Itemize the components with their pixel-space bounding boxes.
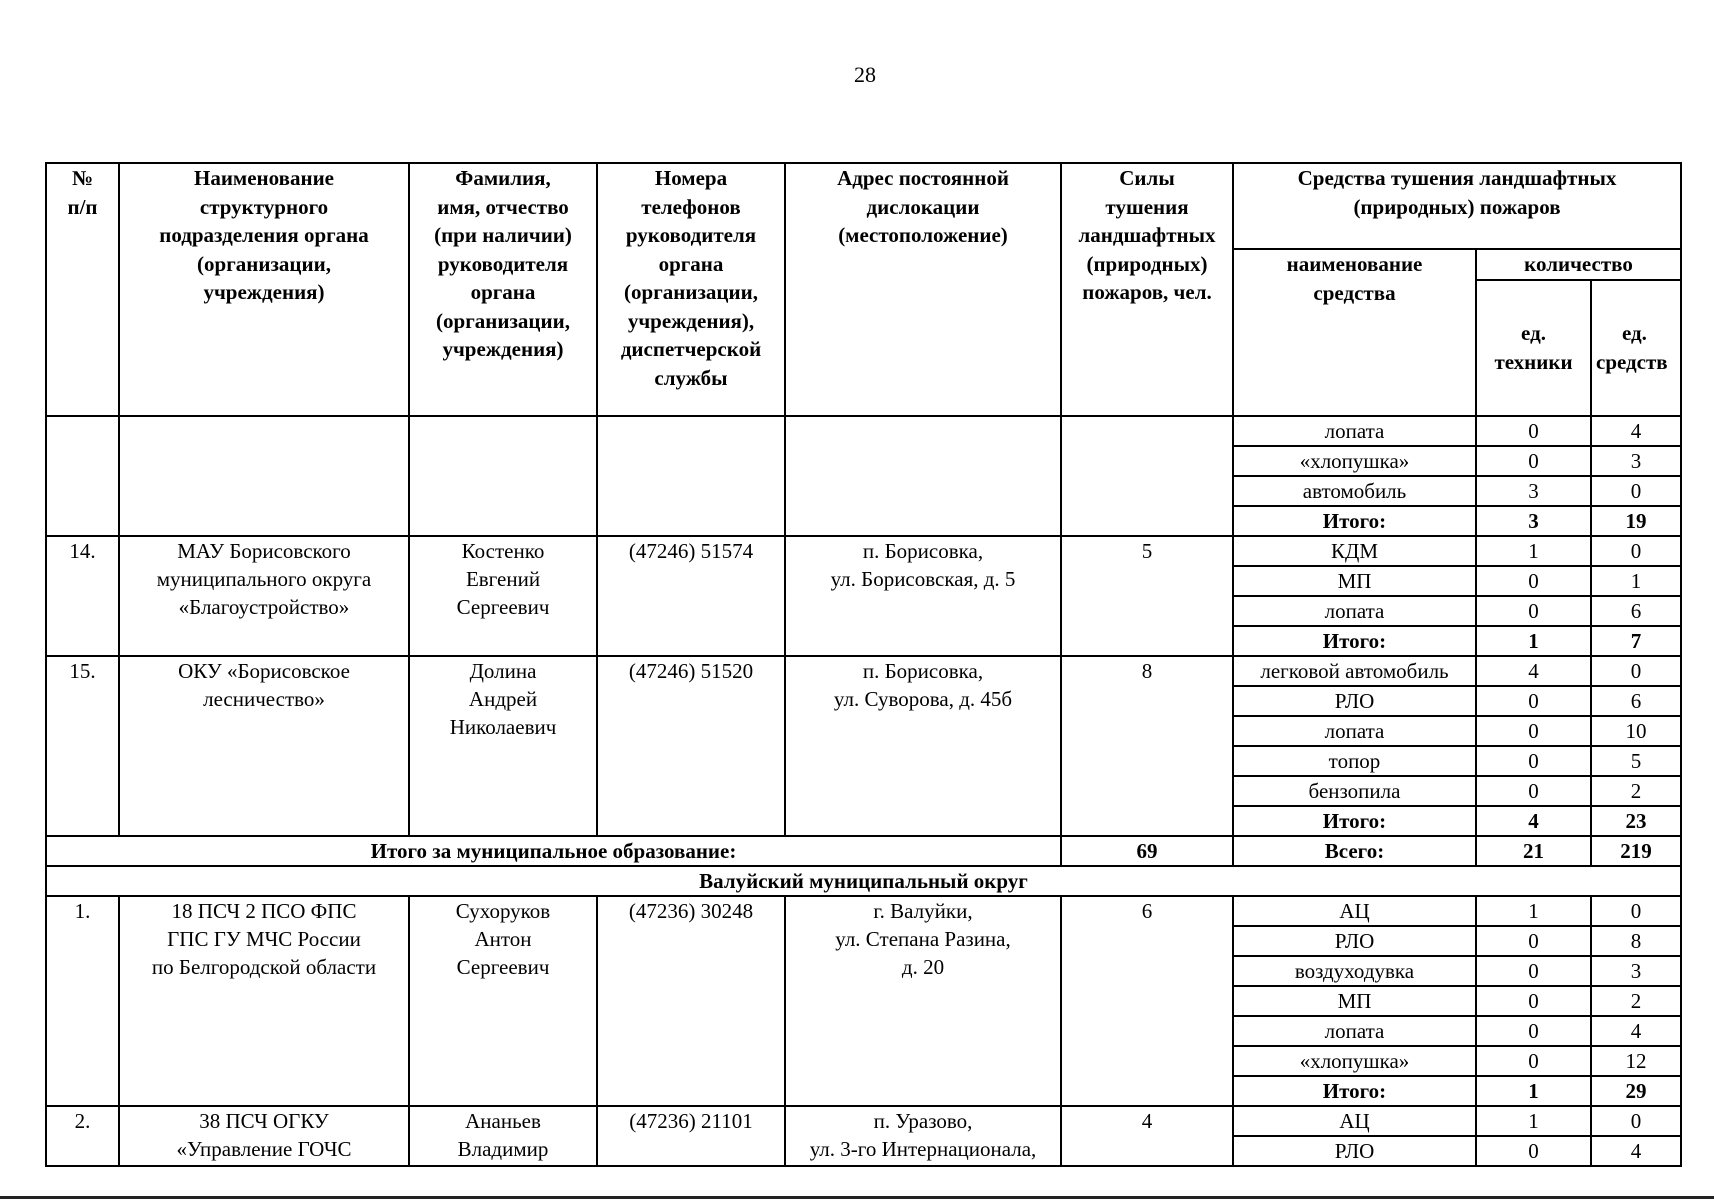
- org-phone: (47246) 51520: [597, 656, 785, 836]
- means-count: 8: [1591, 926, 1681, 956]
- means-total-count: 29: [1591, 1076, 1681, 1106]
- means-total-label: Итого:: [1233, 626, 1476, 656]
- table-row: [46, 656, 1681, 686]
- means-tech: 1: [1476, 1106, 1591, 1136]
- means-tech: 4: [1476, 656, 1591, 686]
- means-item: РЛО: [1233, 1136, 1476, 1166]
- cell-empty: [46, 416, 119, 536]
- means-tech: 0: [1476, 776, 1591, 806]
- municipal-total-means: 219: [1591, 836, 1681, 866]
- means-count: 2: [1591, 776, 1681, 806]
- district-title: Валуйский муниципальный округ: [46, 866, 1681, 896]
- means-count: 6: [1591, 596, 1681, 626]
- org-name: 18 ПСЧ 2 ПСО ФПС ГПС ГУ МЧС России по Белгородской области: [119, 896, 409, 1106]
- header-name: Наименование структурного подразделения органа (организации, учреждения): [119, 163, 409, 416]
- org-num: 1.: [46, 896, 119, 1106]
- scan-bottom-edge: [0, 1196, 1714, 1199]
- means-total-count: 7: [1591, 626, 1681, 656]
- means-tech: 0: [1476, 446, 1591, 476]
- municipal-total-tech: 21: [1476, 836, 1591, 866]
- org-forces: 5: [1061, 536, 1233, 656]
- header-units-tech: ед. техники: [1476, 280, 1591, 416]
- cell-empty: [597, 416, 785, 536]
- means-item: РЛО: [1233, 926, 1476, 956]
- means-count: 5: [1591, 746, 1681, 776]
- table-row: [46, 416, 1681, 446]
- means-item: МП: [1233, 566, 1476, 596]
- means-item: «хлопушка»: [1233, 1046, 1476, 1076]
- table-row: [46, 896, 1681, 926]
- means-tech: 0: [1476, 566, 1591, 596]
- means-item: АЦ: [1233, 1106, 1476, 1136]
- means-total-label: Итого:: [1233, 806, 1476, 836]
- means-count: 0: [1591, 476, 1681, 506]
- means-item: автомобиль: [1233, 476, 1476, 506]
- cell-empty: [409, 416, 597, 536]
- org-address: п. Уразово, ул. 3-го Интернационала,: [785, 1106, 1061, 1166]
- means-item: лопата: [1233, 716, 1476, 746]
- means-tech: 1: [1476, 896, 1591, 926]
- header-fio: Фамилия, имя, отчество (при наличии) руководителя органа (организации, учреждения): [409, 163, 597, 416]
- header-units-means: ед. средств: [1591, 280, 1681, 416]
- header-phones: Номера телефонов руководителя органа (организации, учреждения), диспетчерской службы: [597, 163, 785, 416]
- org-forces: 8: [1061, 656, 1233, 836]
- means-tech: 0: [1476, 716, 1591, 746]
- means-item: лопата: [1233, 416, 1476, 446]
- means-count: 0: [1591, 656, 1681, 686]
- means-total-label: Итого:: [1233, 506, 1476, 536]
- means-item: топор: [1233, 746, 1476, 776]
- org-num: 15.: [46, 656, 119, 836]
- means-count: 0: [1591, 536, 1681, 566]
- org-address: г. Валуйки, ул. Степана Разина, д. 20: [785, 896, 1061, 1106]
- org-address: п. Борисовка, ул. Суворова, д. 45б: [785, 656, 1061, 836]
- means-item: «хлопушка»: [1233, 446, 1476, 476]
- means-count: 1: [1591, 566, 1681, 596]
- means-count: 3: [1591, 446, 1681, 476]
- org-num: 2.: [46, 1106, 119, 1166]
- org-forces: 4: [1061, 1106, 1233, 1166]
- means-count: 4: [1591, 1016, 1681, 1046]
- org-phone: (47236) 30248: [597, 896, 785, 1106]
- means-item: воздуходувка: [1233, 956, 1476, 986]
- cell-empty: [1061, 416, 1233, 536]
- municipal-total-all-label: Всего:: [1233, 836, 1476, 866]
- org-name: 38 ПСЧ ОГКУ «Управление ГОЧС: [119, 1106, 409, 1166]
- cell-empty: [119, 416, 409, 536]
- means-item: лопата: [1233, 596, 1476, 626]
- org-head: Ананьев Владимир: [409, 1106, 597, 1166]
- org-head: Сухоруков Антон Сергеевич: [409, 896, 597, 1106]
- means-count: 12: [1591, 1046, 1681, 1076]
- means-tech: 0: [1476, 416, 1591, 446]
- means-total-count: 19: [1591, 506, 1681, 536]
- means-tech: 0: [1476, 746, 1591, 776]
- header-forces: Силы тушения ландшафтных (природных) пожаров, чел.: [1061, 163, 1233, 416]
- header-quantity: количество: [1476, 249, 1681, 280]
- means-total-tech: 1: [1476, 626, 1591, 656]
- means-total-tech: 4: [1476, 806, 1591, 836]
- means-count: 6: [1591, 686, 1681, 716]
- means-count: 3: [1591, 956, 1681, 986]
- org-name: ОКУ «Борисовское лесничество»: [119, 656, 409, 836]
- means-tech: 0: [1476, 956, 1591, 986]
- means-count: 0: [1591, 1106, 1681, 1136]
- means-tech: 0: [1476, 986, 1591, 1016]
- means-count: 0: [1591, 896, 1681, 926]
- means-tech: 0: [1476, 1046, 1591, 1076]
- means-item: легковой автомобиль: [1233, 656, 1476, 686]
- municipal-total-row: [46, 836, 1681, 866]
- header-address: Адрес постоянной дислокации (местоположение): [785, 163, 1061, 416]
- org-head: Долина Андрей Николаевич: [409, 656, 597, 836]
- district-title-row: [46, 866, 1681, 896]
- org-name: МАУ Борисовского муниципального округа «Благоустройство»: [119, 536, 409, 656]
- means-tech: 0: [1476, 1016, 1591, 1046]
- forces-table: [45, 162, 1682, 1167]
- org-head: Костенко Евгений Сергеевич: [409, 536, 597, 656]
- means-total-count: 23: [1591, 806, 1681, 836]
- table-row: [46, 536, 1681, 566]
- means-tech: 0: [1476, 596, 1591, 626]
- org-forces: 6: [1061, 896, 1233, 1106]
- means-count: 4: [1591, 1136, 1681, 1166]
- means-tech: 3: [1476, 476, 1591, 506]
- means-item: КДМ: [1233, 536, 1476, 566]
- means-tech: 0: [1476, 926, 1591, 956]
- means-item: лопата: [1233, 1016, 1476, 1046]
- means-item: МП: [1233, 986, 1476, 1016]
- org-phone: (47236) 21101: [597, 1106, 785, 1166]
- table-row: [46, 1106, 1681, 1136]
- means-total-tech: 3: [1476, 506, 1591, 536]
- header-means: Средства тушения ландшафтных (природных) пожаров: [1233, 163, 1681, 249]
- means-item: АЦ: [1233, 896, 1476, 926]
- means-count: 10: [1591, 716, 1681, 746]
- means-total-tech: 1: [1476, 1076, 1591, 1106]
- header-means-name: наименование средства: [1233, 249, 1476, 416]
- cell-empty: [785, 416, 1061, 536]
- org-num: 14.: [46, 536, 119, 656]
- municipal-total-forces: 69: [1061, 836, 1233, 866]
- org-phone: (47246) 51574: [597, 536, 785, 656]
- means-count: 4: [1591, 416, 1681, 446]
- means-tech: 0: [1476, 686, 1591, 716]
- org-address: п. Борисовка, ул. Борисовская, д. 5: [785, 536, 1061, 656]
- means-total-label: Итого:: [1233, 1076, 1476, 1106]
- page-number: 28: [854, 62, 876, 87]
- means-item: РЛО: [1233, 686, 1476, 716]
- header-num: № п/п: [46, 163, 119, 416]
- means-item: бензопила: [1233, 776, 1476, 806]
- means-count: 2: [1591, 986, 1681, 1016]
- municipal-total-label: Итого за муниципальное образование:: [46, 836, 1061, 866]
- header-row-1: [46, 163, 1681, 249]
- means-tech: 1: [1476, 536, 1591, 566]
- means-tech: 0: [1476, 1136, 1591, 1166]
